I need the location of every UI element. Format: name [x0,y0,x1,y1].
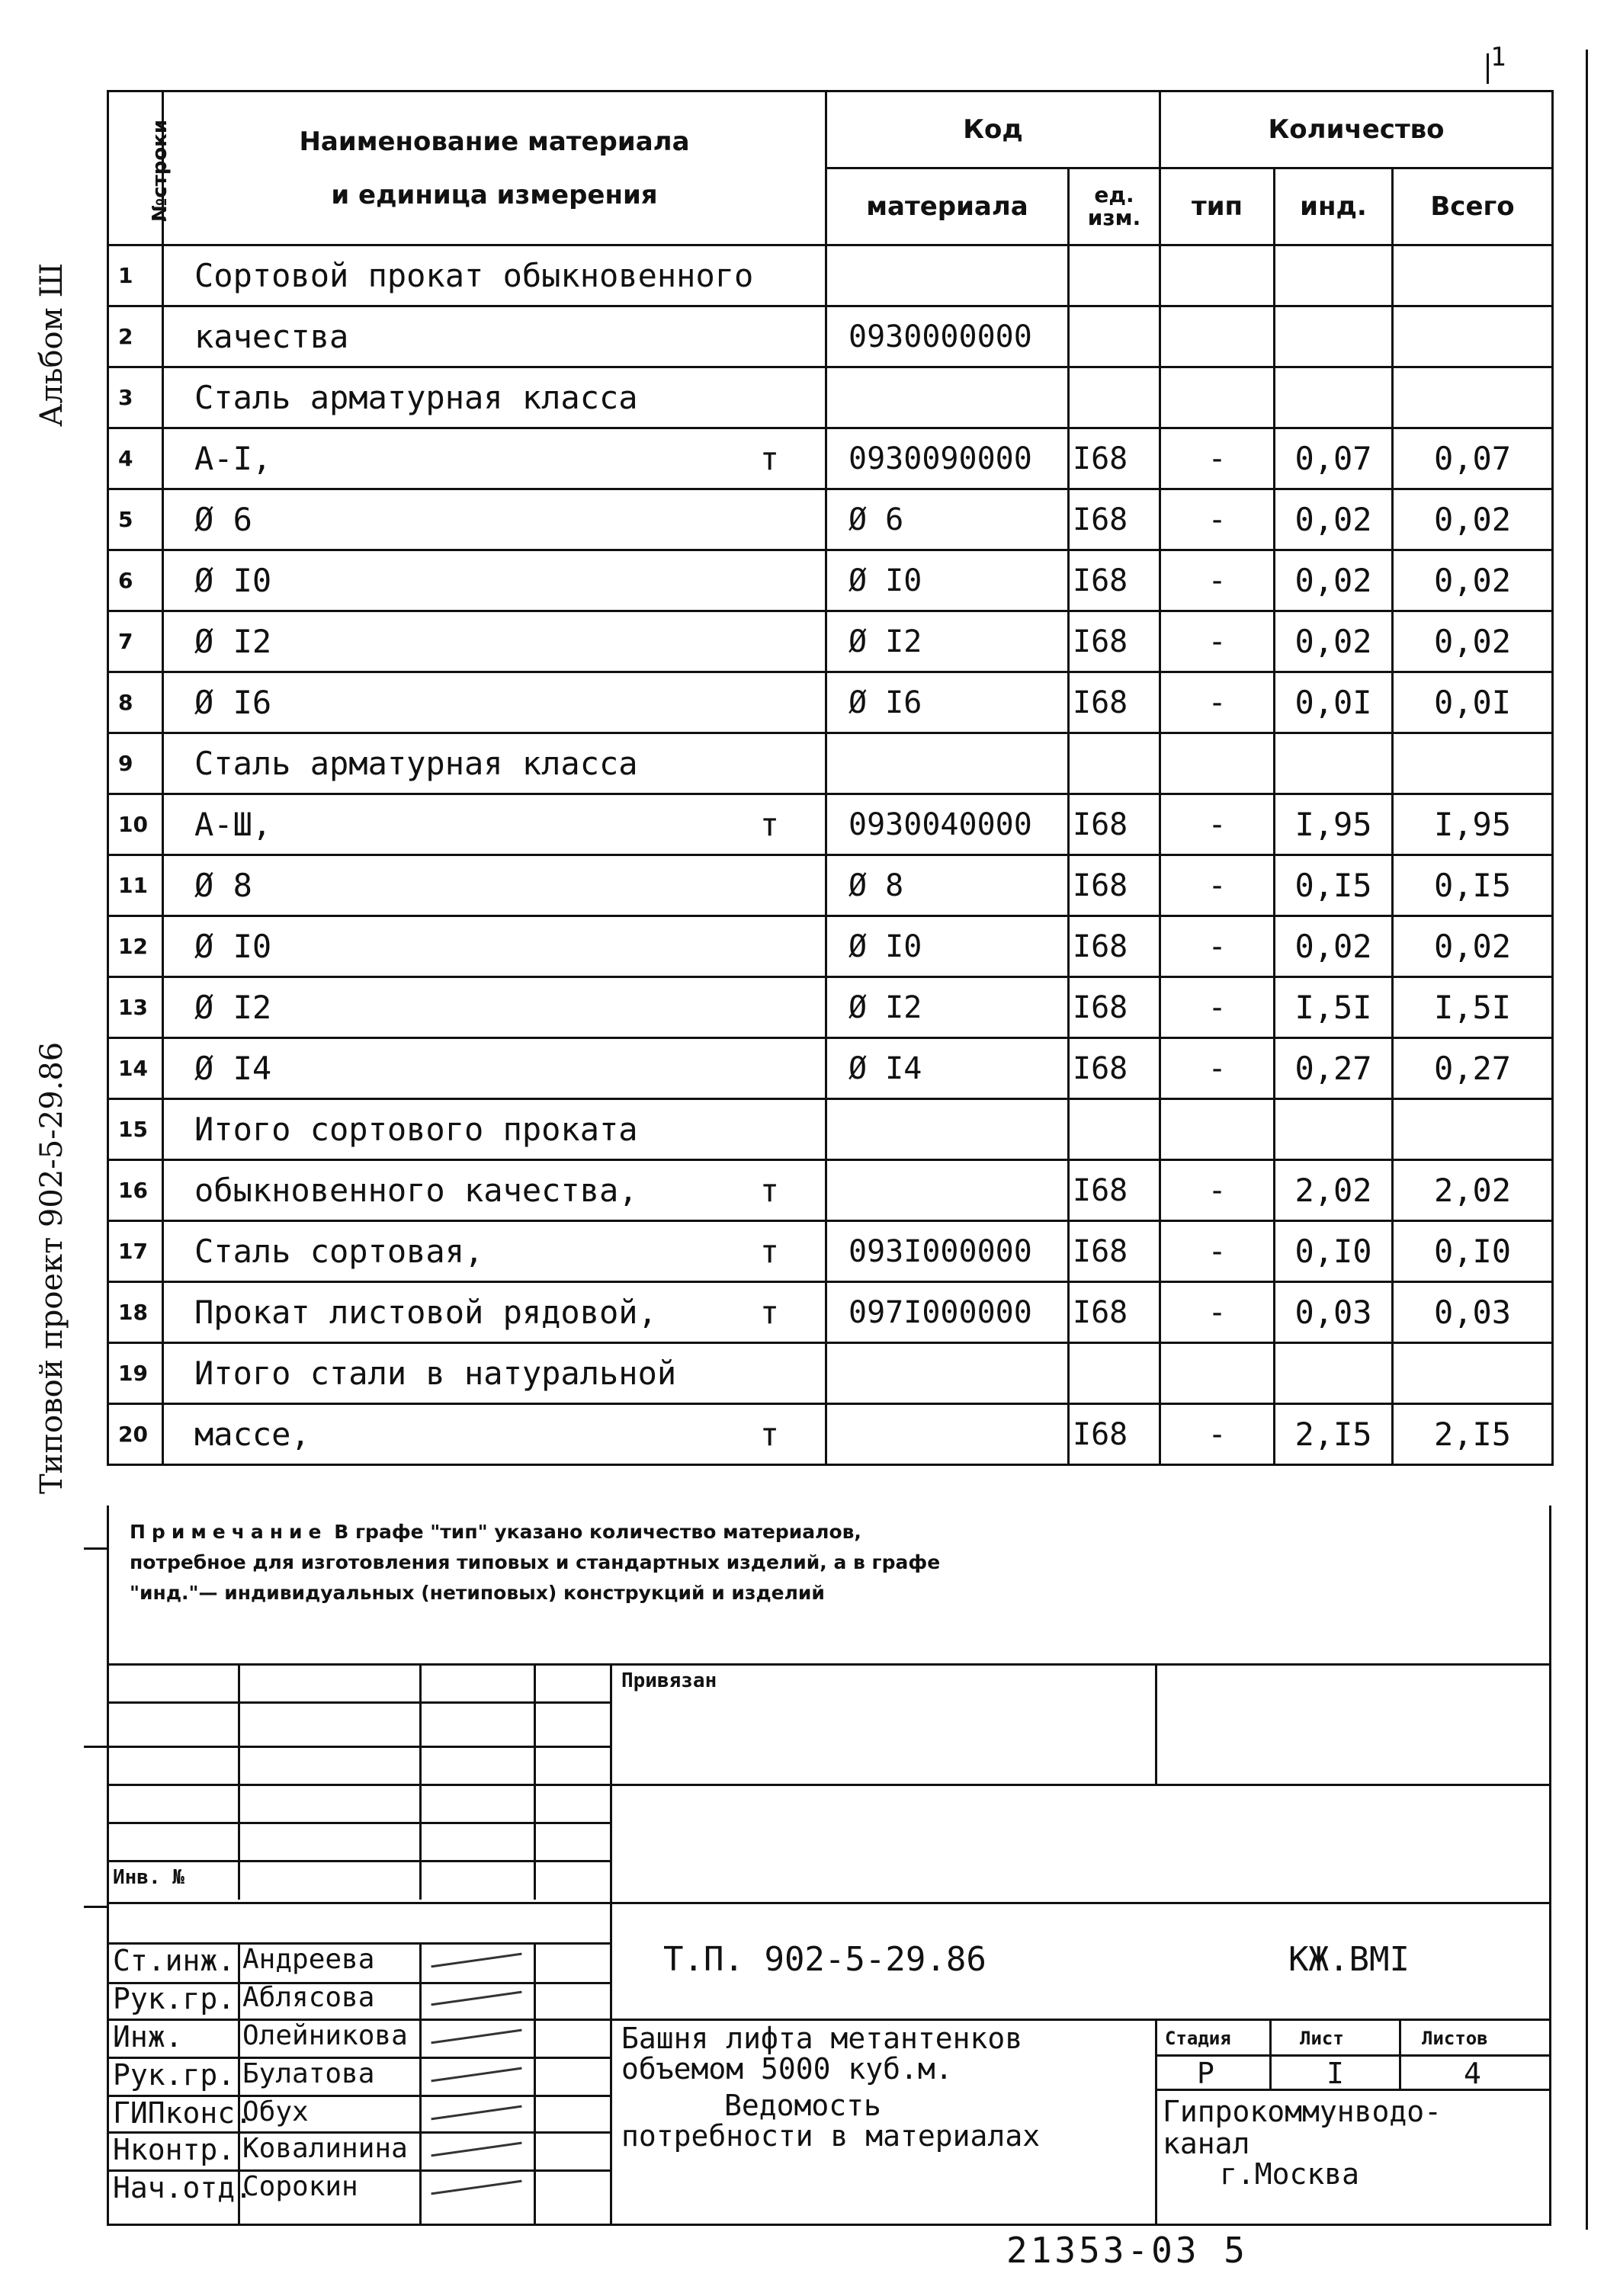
row-number: 6 [108,550,163,611]
material-code [826,1404,1069,1465]
stamp-right-border [1549,1506,1551,2226]
table-row [108,489,1553,550]
title-line-3: Ведомость [724,2089,881,2122]
table-row [108,550,1553,611]
material-code: Ø I2 [826,977,1069,1038]
row-unit: т [759,1172,779,1209]
row-number: 5 [108,489,163,550]
row-number: 12 [108,916,163,977]
signer-role: Инж. [113,2020,183,2054]
signer-role: Рук.гр. [113,2058,236,2092]
row-number: 8 [108,672,163,733]
total-qty: 0,I0 [1393,1221,1553,1282]
material-name: Ø I6 [163,672,826,733]
total-qty: 0,27 [1393,1038,1553,1099]
material-code: Ø I2 [826,611,1069,672]
unit-code: I68 [1069,1404,1160,1465]
material-code: Ø 6 [826,489,1069,550]
table-row [108,1404,1553,1465]
total-qty: I,95 [1393,794,1553,855]
row-unit: т [759,1233,779,1270]
row-number: 2 [108,306,163,367]
table-row [108,428,1553,489]
table-row [108,794,1553,855]
row-number: 19 [108,1343,163,1404]
corner-mark: 1 [1490,42,1506,72]
row-number: 15 [108,1099,163,1160]
note-text: В графе "тип" указано количество материалов, потребное для изготовления типовых и стандартных изделий, а в графе "инд."— индивидуальных (нетиповых) конструкций и изделий [130,1521,941,1604]
row-number: 9 [108,733,163,794]
type-qty: - [1160,672,1275,733]
type-qty: - [1160,794,1275,855]
ind-qty: 0,02 [1275,916,1393,977]
material-code [826,367,1069,428]
signature-mark [431,2105,521,2121]
material-code: Ø I0 [826,550,1069,611]
table-row [108,1160,1553,1221]
title-line-2: объемом 5000 куб.м. [621,2052,953,2086]
unit-code: I68 [1069,1038,1160,1099]
table-row [108,1282,1553,1343]
material-name: Ø I0 [163,916,826,977]
ind-qty: 0,03 [1275,1282,1393,1343]
row-number: 3 [108,367,163,428]
signer-name: Сорокин [242,2171,358,2202]
signature-mark [431,1953,521,1968]
material-code: 093I000000 [826,1221,1069,1282]
signer-name: Андреева [242,1944,375,1975]
unit-code: I68 [1069,916,1160,977]
ind-qty: 2,I5 [1275,1404,1393,1465]
total-qty: 0,03 [1393,1282,1553,1343]
material-code: 097I000000 [826,1282,1069,1343]
unit-code [1069,306,1160,367]
title-line-1: Башня лифта метантенков [621,2022,1023,2055]
stamp-bottom-border [107,2224,1551,2226]
total-qty: 0,02 [1393,611,1553,672]
signer-role: Рук.гр. [113,1982,236,2015]
unit-code [1069,245,1160,306]
material-name: А-I, т [163,428,826,489]
signer-role: ГИПконс. [113,2096,253,2130]
row-number: 4 [108,428,163,489]
unit-code: I68 [1069,1282,1160,1343]
unit-code: I68 [1069,611,1160,672]
material-name: качества [163,306,826,367]
ind-qty: I,5I [1275,977,1393,1038]
signer-role: Ст.инж. [113,1944,236,1977]
signer-role: Нконтр. [113,2133,236,2166]
total-qty [1393,1343,1553,1404]
table-row [108,245,1553,306]
materials-table [107,90,1554,1466]
table-body [108,245,1553,1465]
material-name: Сталь сортовая, т [163,1221,826,1282]
footer-number: 21353-03 5 [1006,2230,1248,2271]
material-code: Ø 8 [826,855,1069,916]
total-qty [1393,733,1553,794]
material-code [826,1099,1069,1160]
header-total: Всего [1393,168,1553,245]
unit-code [1069,367,1160,428]
material-name: Итого сортового проката [163,1099,826,1160]
signer-name: Обух [242,2096,309,2128]
right-border-line [1586,50,1588,2230]
table-row [108,733,1553,794]
signature-mark [431,2180,521,2195]
unit-code: I68 [1069,428,1160,489]
header-name: Наименование материала и единица измерения [163,91,826,245]
material-name: Ø I0 [163,550,826,611]
signer-name: Олейникова [242,2020,408,2051]
note-title: Примечание [130,1521,328,1543]
ind-qty [1275,367,1393,428]
row-unit: т [759,1294,779,1331]
header-ind: инд. [1275,168,1393,245]
doc-code: Т.П. 902-5-29.86 [663,1940,986,1979]
side-project-label: Типовой проект 902-5-29.86 [34,1041,69,1494]
signature-mark [431,2142,521,2157]
row-unit: т [759,1416,779,1453]
ind-qty [1275,306,1393,367]
material-name: Сталь арматурная класса [163,733,826,794]
total-qty: 2,02 [1393,1160,1553,1221]
type-qty: - [1160,1038,1275,1099]
row-number: 16 [108,1160,163,1221]
unit-code [1069,1343,1160,1404]
org-line-1: Гипрокоммунводо- [1163,2095,1442,2128]
type-qty [1160,1099,1275,1160]
inv-label: Инв. № [113,1866,184,1889]
material-code [826,733,1069,794]
row-number: 7 [108,611,163,672]
material-code: 0930090000 [826,428,1069,489]
org-line-3: г.Москва [1220,2157,1360,2191]
ind-qty: 0,07 [1275,428,1393,489]
table-row [108,855,1553,916]
unit-code: I68 [1069,1221,1160,1282]
unit-code [1069,733,1160,794]
side-album-label: Альбом Ш [34,262,69,427]
sheets-label: Листов [1422,2028,1488,2049]
tick-3 [84,1906,107,1908]
corner-tick [1487,53,1489,84]
table-row [108,672,1553,733]
material-name: Ø 8 [163,855,826,916]
total-qty: 0,02 [1393,916,1553,977]
tick-1 [84,1547,107,1550]
total-qty: 0,0I [1393,672,1553,733]
total-qty: 0,07 [1393,428,1553,489]
note [130,1517,968,1608]
unit-code: I68 [1069,855,1160,916]
unit-code: I68 [1069,1160,1160,1221]
table-row [108,977,1553,1038]
privyazan-label: Привязан [621,1669,717,1692]
total-qty: 0,02 [1393,489,1553,550]
ind-qty: 0,02 [1275,489,1393,550]
type-qty [1160,733,1275,794]
ind-qty: 0,I5 [1275,855,1393,916]
sheets-value: 4 [1464,2057,1481,2090]
row-number: 17 [108,1221,163,1282]
header-material: материала [826,168,1069,245]
total-qty [1393,306,1553,367]
total-qty: I,5I [1393,977,1553,1038]
material-name: Ø I2 [163,977,826,1038]
row-number: 13 [108,977,163,1038]
total-qty [1393,245,1553,306]
signature-mark [431,2067,521,2083]
type-qty: - [1160,1404,1275,1465]
material-name: Ø I2 [163,611,826,672]
header-code: Код [826,91,1160,168]
table-row [108,1099,1553,1160]
header-quantity: Количество [1160,91,1553,168]
material-name: массе, т [163,1404,826,1465]
table-row [108,306,1553,367]
row-number: 10 [108,794,163,855]
table-row [108,1343,1553,1404]
material-name: А-Ш, т [163,794,826,855]
type-qty [1160,245,1275,306]
type-qty: - [1160,1282,1275,1343]
type-qty [1160,1343,1275,1404]
total-qty: 0,I5 [1393,855,1553,916]
tick-2 [84,1746,107,1748]
unit-code [1069,1099,1160,1160]
row-number: 18 [108,1282,163,1343]
ind-qty [1275,733,1393,794]
ind-qty [1275,1099,1393,1160]
ind-qty: 0,I0 [1275,1221,1393,1282]
org-line-2: канал [1163,2127,1250,2160]
signer-name: Аблясова [242,1982,375,2013]
ind-qty: 2,02 [1275,1160,1393,1221]
type-qty [1160,306,1275,367]
table-row [108,1221,1553,1282]
header-unit: ед. изм. [1069,168,1160,245]
unit-code: I68 [1069,489,1160,550]
ind-qty: 0,02 [1275,611,1393,672]
type-qty: - [1160,916,1275,977]
signature-mark [431,2029,521,2044]
total-qty [1393,1099,1553,1160]
header-row-1 [108,91,1553,168]
ind-qty: I,95 [1275,794,1393,855]
unit-code: I68 [1069,794,1160,855]
total-qty: 2,I5 [1393,1404,1553,1465]
ind-qty [1275,245,1393,306]
type-qty: - [1160,489,1275,550]
material-name: обыкновенного качества, т [163,1160,826,1221]
type-qty: - [1160,855,1275,916]
material-name: Прокат листовой рядовой, т [163,1282,826,1343]
type-qty: - [1160,428,1275,489]
row-unit: т [759,806,779,843]
sheet-code: КЖ.ВМI [1288,1940,1410,1979]
material-code: 0930000000 [826,306,1069,367]
header-type: тип [1160,168,1275,245]
row-number: 20 [108,1404,163,1465]
table-row [108,1038,1553,1099]
ind-qty: 0,0I [1275,672,1393,733]
sheet-label: Лист [1300,2028,1344,2049]
stamp-left-border [107,1506,109,2226]
signer-name: Ковалинина [242,2133,408,2164]
material-code [826,245,1069,306]
material-code [826,1343,1069,1404]
signature-mark [431,1991,521,2006]
unit-code: I68 [1069,672,1160,733]
type-qty: - [1160,977,1275,1038]
row-number: 11 [108,855,163,916]
total-qty: 0,02 [1393,550,1553,611]
material-name: Ø 6 [163,489,826,550]
type-qty: - [1160,1160,1275,1221]
total-qty [1393,367,1553,428]
material-code: 0930040000 [826,794,1069,855]
ind-qty: 0,27 [1275,1038,1393,1099]
signer-role: Нач.отд. [113,2171,253,2205]
unit-code: I68 [1069,550,1160,611]
table-row [108,611,1553,672]
row-number: 1 [108,245,163,306]
title-line-4: потребности в материалах [621,2119,1041,2153]
type-qty: - [1160,1221,1275,1282]
material-name: Сортовой прокат обыкновенного [163,245,826,306]
row-number: 14 [108,1038,163,1099]
material-name: Итого стали в натуральной [163,1343,826,1404]
material-code [826,1160,1069,1221]
material-code: Ø I4 [826,1038,1069,1099]
material-name: Ø I4 [163,1038,826,1099]
type-qty: - [1160,550,1275,611]
material-name: Сталь арматурная класса [163,367,826,428]
type-qty [1160,367,1275,428]
ind-qty: 0,02 [1275,550,1393,611]
table-row [108,916,1553,977]
header-row-no: №строки [108,91,163,245]
table-row [108,367,1553,428]
signer-name: Булатова [242,2058,375,2089]
material-code: Ø I6 [826,672,1069,733]
stage-value: Р [1197,2057,1214,2090]
unit-code: I68 [1069,977,1160,1038]
stage-label: Стадия [1165,2028,1231,2049]
type-qty: - [1160,611,1275,672]
stamp-top-line [107,1663,1551,1666]
ind-qty [1275,1343,1393,1404]
sheet-value: I [1326,2057,1344,2090]
material-code: Ø I0 [826,916,1069,977]
row-unit: т [759,440,779,477]
